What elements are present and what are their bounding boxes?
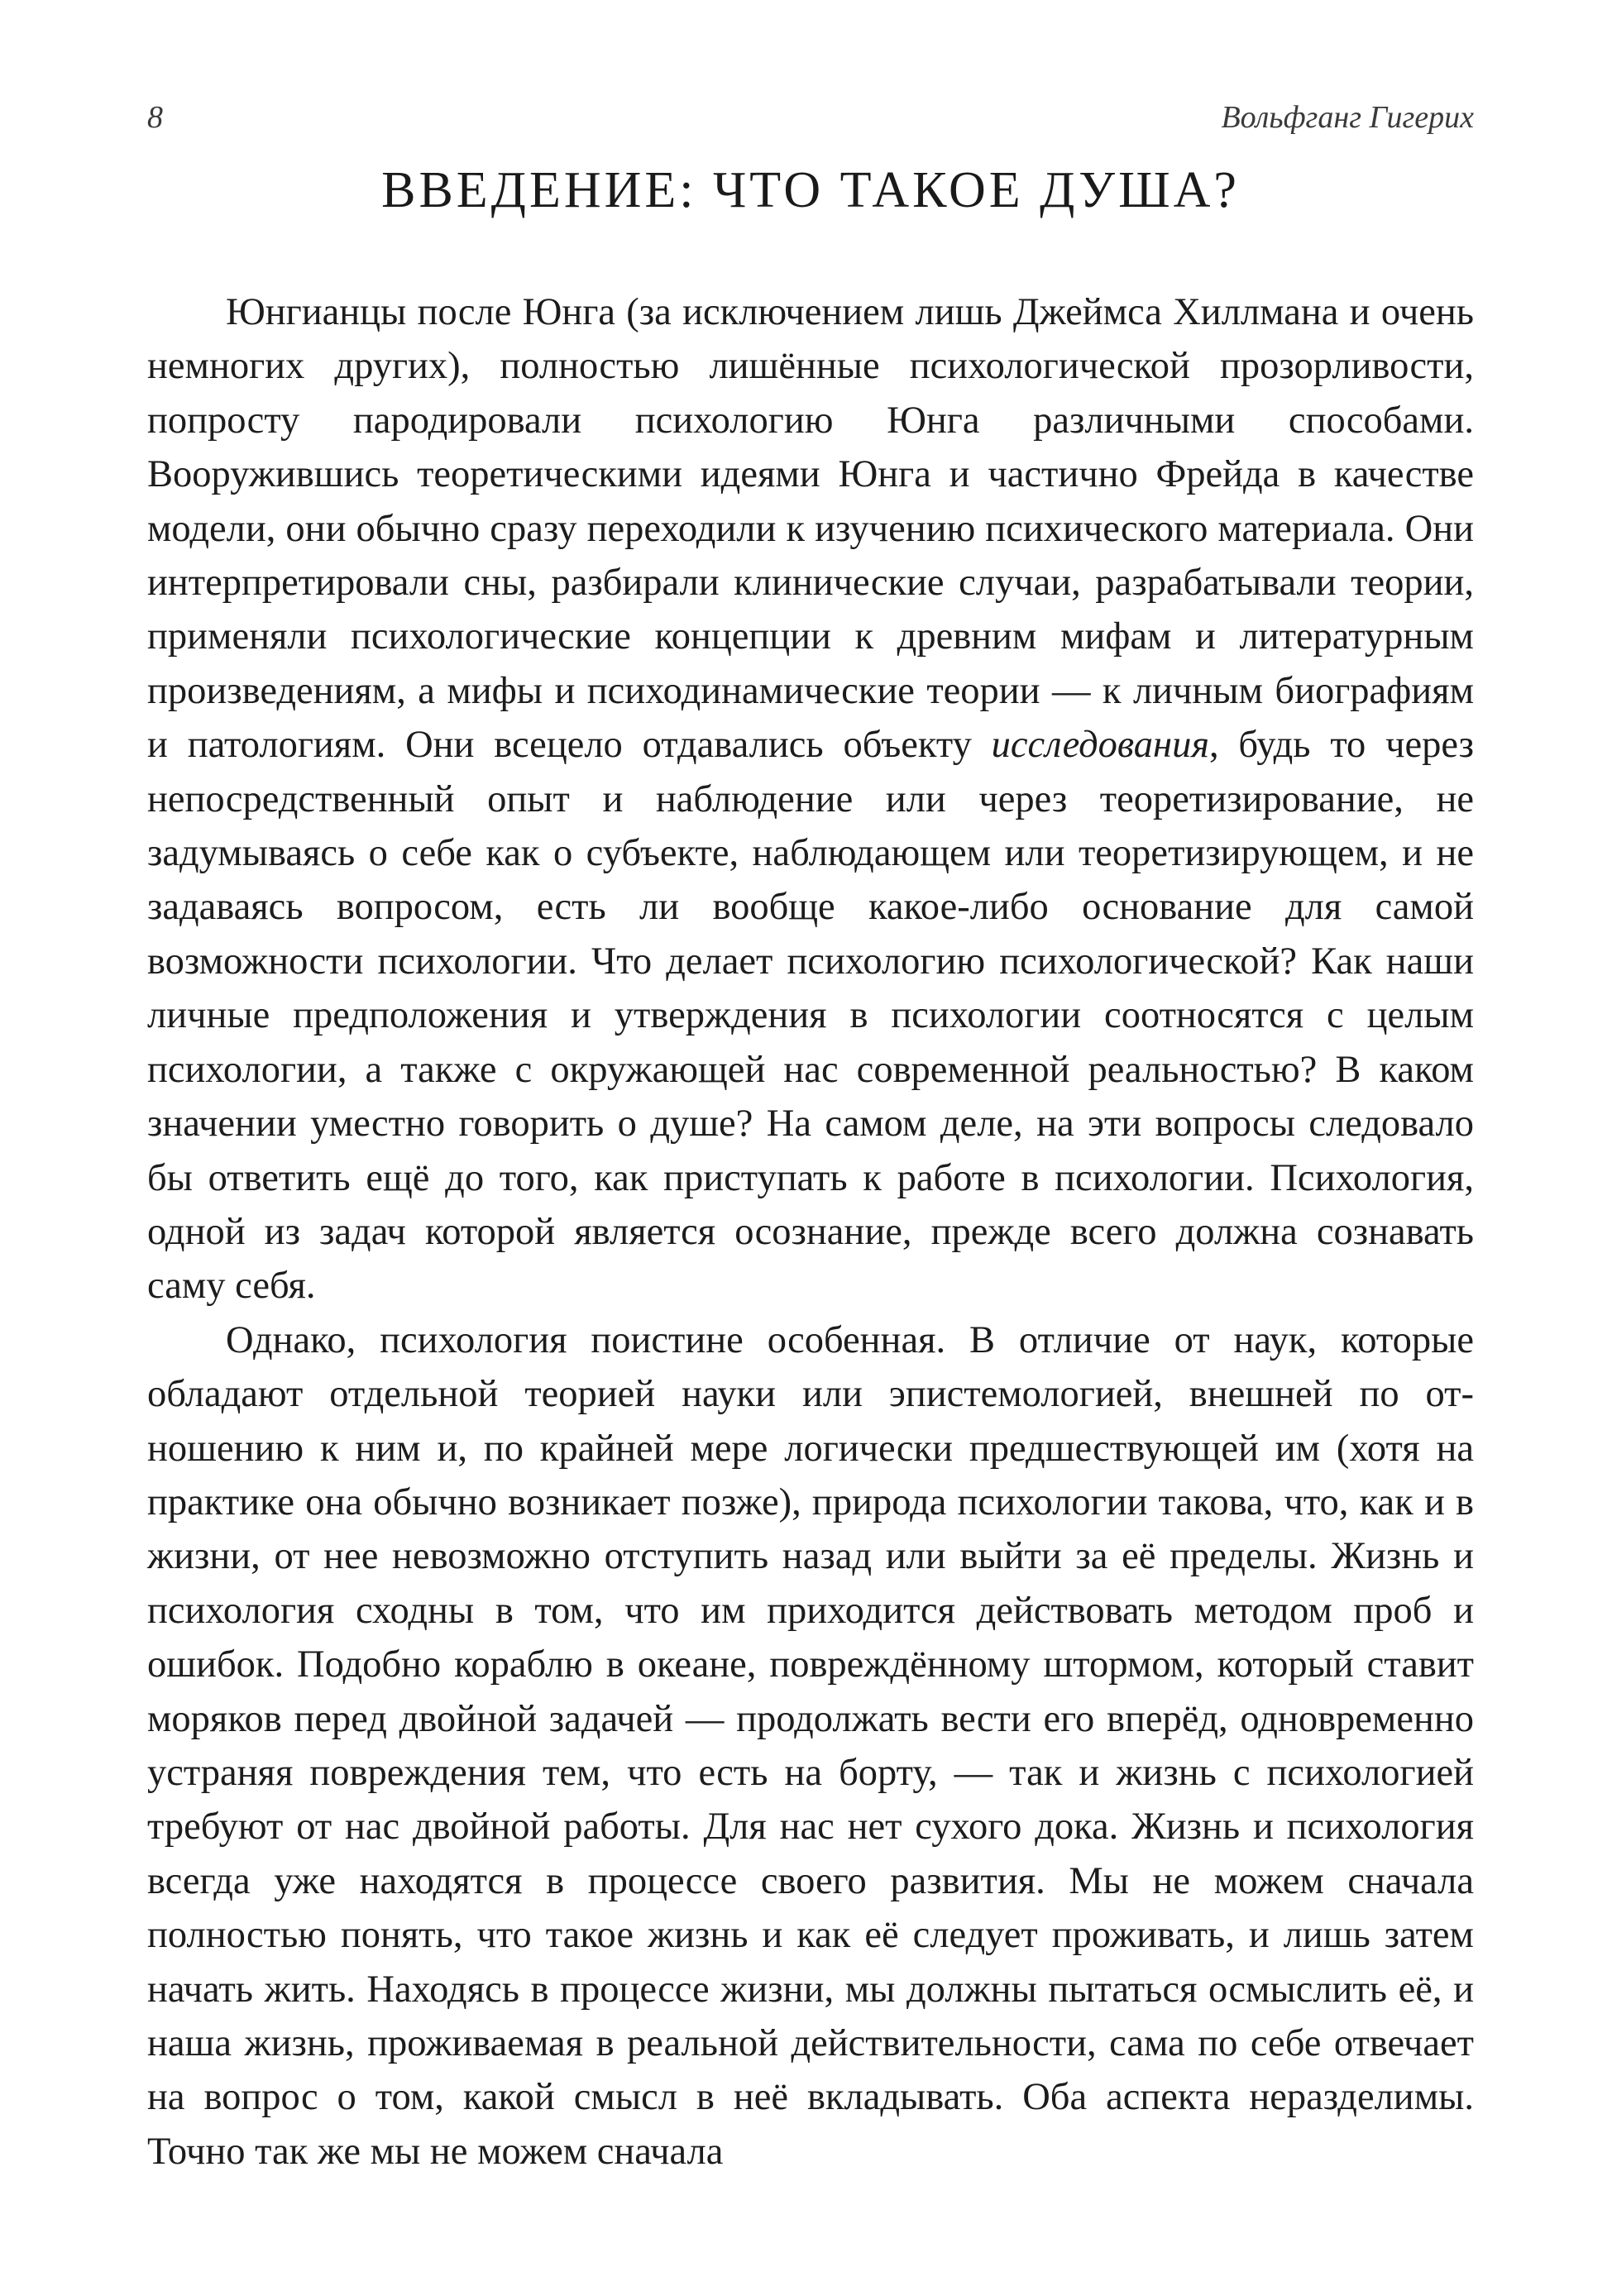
running-head-author: Вольфганг Гигерих [1221,100,1474,135]
paragraph-1-part-1: Юнгианцы после Юнга (за исключением лишь Джеймса Хиллмана и очень немногих других), полностью лишённые психологической прозорливости, попросту пародировали психологию Юнга различными способами. Вооружившись теоретическими идеями Юнга и частично Фрейда в качестве модели, они обычно сразу переходили к изучению психического материала. Они интерпретировали сны, разбирали клинические случаи, разрабатывали теории, применяли психологические концепции к древним мифам и литературным произведениям, а мифы и психодинамические теории — к личным биографиям и патологиям. Они всецело отдавались объекту [147,291,1474,767]
body-text [147,285,1474,2179]
paragraph-1-part-2: , будь то через непосредственный опыт и наблюдение или через теоретизирование, не задумываясь о себе как о субъекте, наблюдающем или теоретизирующем, и не задаваясь вопросом, есть ли вообще какое-либо основание для самой возможности психологии. Что делает психологию психологической? Как наши личные предположения и утверждения в психологии соотносятся с целым психологии, а также с окружающей нас современной реальностью? В каком значении уместно говорить о душе? На самом деле, на эти вопросы следовало бы ответить ещё до того, как приступать к работе в психологии. Психология, одной из задач которой является осознание, прежде всего должна сознавать саму себя. [147,724,1474,1308]
paragraph-1-emphasis: исследования [991,724,1209,767]
paragraph-1 [147,285,1474,1313]
page-number: 8 [147,100,163,135]
page-header [147,91,1474,141]
paragraph-2: Однако, психология поистине особенная. В отличие от наук, которые обладают отдельной теорией науки или эпистемологией, внешней по отношению к ним и, по крайней мере логически предшествующей им (хотя на практике она обычно возникает позже), природа психологии такова, что, как и в жизни, от нее невозможно отступить назад или выйти за её пределы. Жизнь и психология сходны в том, что им приходится действовать методом проб и ошибок. Подобно кораблю в океане, повреждённому штормом, который ставит моряков перед двойной задачей — продолжать вести его вперёд, одновременно устраняя повреждения тем, что есть на борту, — так и жизнь с психологией требуют от нас двойной работы. Для нас нет сухого дока. Жизнь и психология всегда уже находятся в процессе своего развития. Мы не можем сначала полностью понять, что такое жизнь и как её следует проживать, и лишь затем начать жить. Находясь в процессе жизни, мы должны пытаться осмыслить её, и наша жизнь, проживаемая в реальной действительности, сама по себе отвечает на вопрос о том, какой смысл в неё вкладывать. Оба аспекта неразделимы. Точно так же мы не можем сначала [147,1318,1474,2173]
chapter-title: ВВЕДЕНИЕ: ЧТО ТАКОЕ ДУША? [381,162,1240,218]
